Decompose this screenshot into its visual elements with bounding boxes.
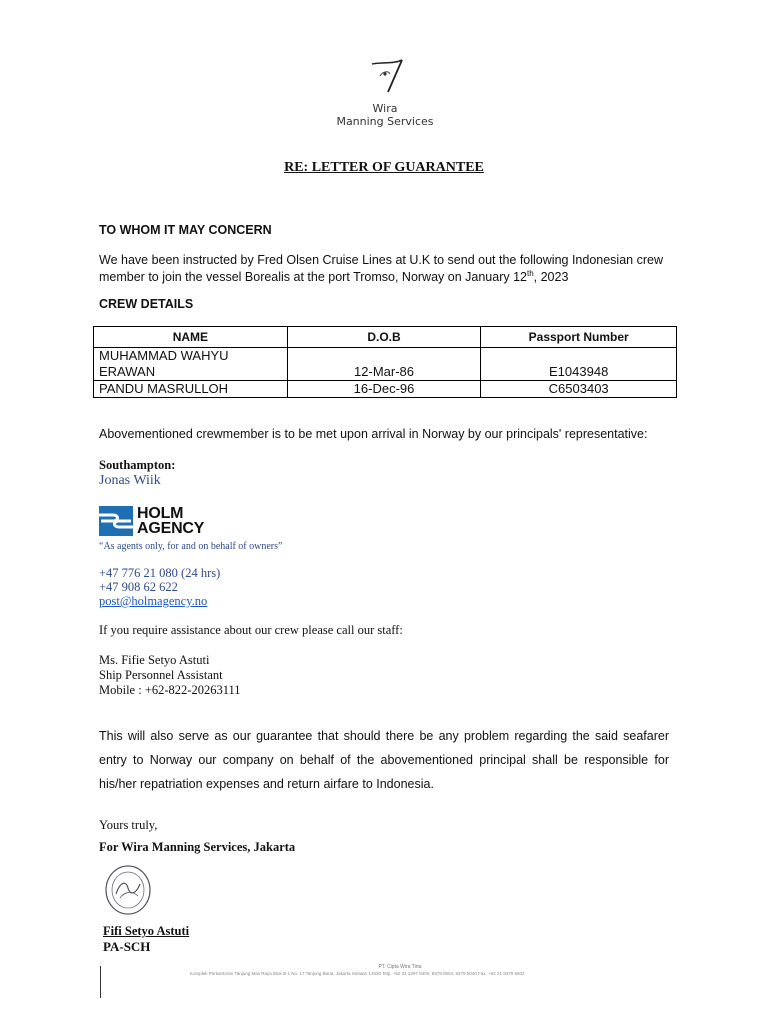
table-header-row [94, 327, 677, 348]
staff-mobile: Mobile : +62-822-20263111 [99, 683, 241, 697]
intro-superscript: th [526, 269, 534, 278]
crew-name-cell [94, 348, 288, 381]
intro-line2-end: , 2023 [533, 270, 569, 285]
company-stamp-icon [104, 864, 152, 916]
agent-phone-primary: +47 776 21 080 (24 hrs) [99, 566, 221, 580]
holm-logo-line1: HOLM [137, 505, 184, 522]
company-name-line2: Manning Services [336, 115, 434, 128]
crew-passport-cell: C6503403 [481, 381, 677, 398]
column-header-name: NAME [94, 327, 288, 348]
signer-name: Fifi Setyo Astuti [103, 924, 190, 938]
intro-line2-text: member to join the vessel Borealis at the port Tromso, Norway on January 12 [99, 270, 527, 285]
crew-name-line1: PANDU MASRULLOH [99, 381, 229, 396]
company-name-line1: Wira [372, 102, 398, 115]
closing-salutation: Yours truly, [99, 818, 158, 832]
arrival-text: Abovementioned crewmember is to be met upon arrival in Norway by our principals' representative: [99, 427, 648, 441]
staff-role: Ship Personnel Assistant [99, 668, 223, 682]
table-row [94, 348, 677, 381]
salutation: TO WHOM IT MAY CONCERN [99, 223, 272, 237]
holm-logo-icon [99, 506, 133, 536]
holm-agency-logo [99, 505, 209, 537]
crew-table [93, 326, 677, 398]
signer-title: PA-SCH [103, 939, 151, 954]
agent-email-link[interactable]: post@holmagency.no [99, 594, 208, 608]
guarantee-paragraph: This will also serve as our guarantee that should there be any problem regarding the said seafarer entry to Norway our company on behalf of the abovementioned principal shall be responsible for his/her repatriation expenses and return airfare to Indonesia. [99, 729, 669, 791]
crew-name-line1: MUHAMMAD WAHYU [99, 348, 229, 363]
column-header-dob: D.O.B [287, 327, 481, 348]
assist-text: If you require assistance about our crew please call our staff: [99, 623, 403, 637]
crew-name-cell [94, 381, 288, 398]
agent-tagline: “As agents only, for and on behalf of owners” [99, 541, 283, 552]
table-row [94, 381, 677, 398]
footer-company: PT. Cipta Wira Tirta [378, 964, 422, 970]
agent-contact-name: Jonas Wiik [99, 473, 161, 488]
column-header-passport: Passport Number [481, 327, 677, 348]
agent-location: Southampton: [99, 458, 176, 472]
footer-divider [100, 966, 101, 998]
wira-logo-icon [368, 56, 408, 96]
holm-logo-line2: AGENCY [137, 520, 205, 537]
agent-phone-secondary: +47 908 62 622 [99, 580, 178, 594]
intro-paragraph [99, 253, 679, 284]
crew-dob-cell: 16-Dec-96 [287, 381, 481, 398]
crew-name-line2: ERAWAN [99, 364, 156, 379]
closing-company: For Wira Manning Services, Jakarta [99, 840, 296, 854]
intro-line1: We have been instructed by Fred Olsen Cruise Lines at U.K to send out the following Indonesian crew [99, 253, 663, 267]
company-name [300, 102, 470, 128]
crew-passport-cell: E1043948 [481, 348, 677, 381]
crew-dob-cell: 12-Mar-86 [287, 348, 481, 381]
staff-name: Ms. Fifie Setyo Astuti [99, 653, 210, 667]
document-title: RE: LETTER OF GUARANTEE [284, 160, 484, 175]
footer-address: Komplek Perkantoran Tanjung Mas Raya Blok B-1 No. 17 Tanjung Barat, Jakarta Selatan 12530 Telp. +62 21 2297 8400, 8379 0504, 8379 5040 Fax. +62 21 8379 5502 [190, 971, 525, 976]
crew-details-heading: CREW DETAILS [99, 297, 194, 311]
intro-line2 [99, 267, 679, 284]
